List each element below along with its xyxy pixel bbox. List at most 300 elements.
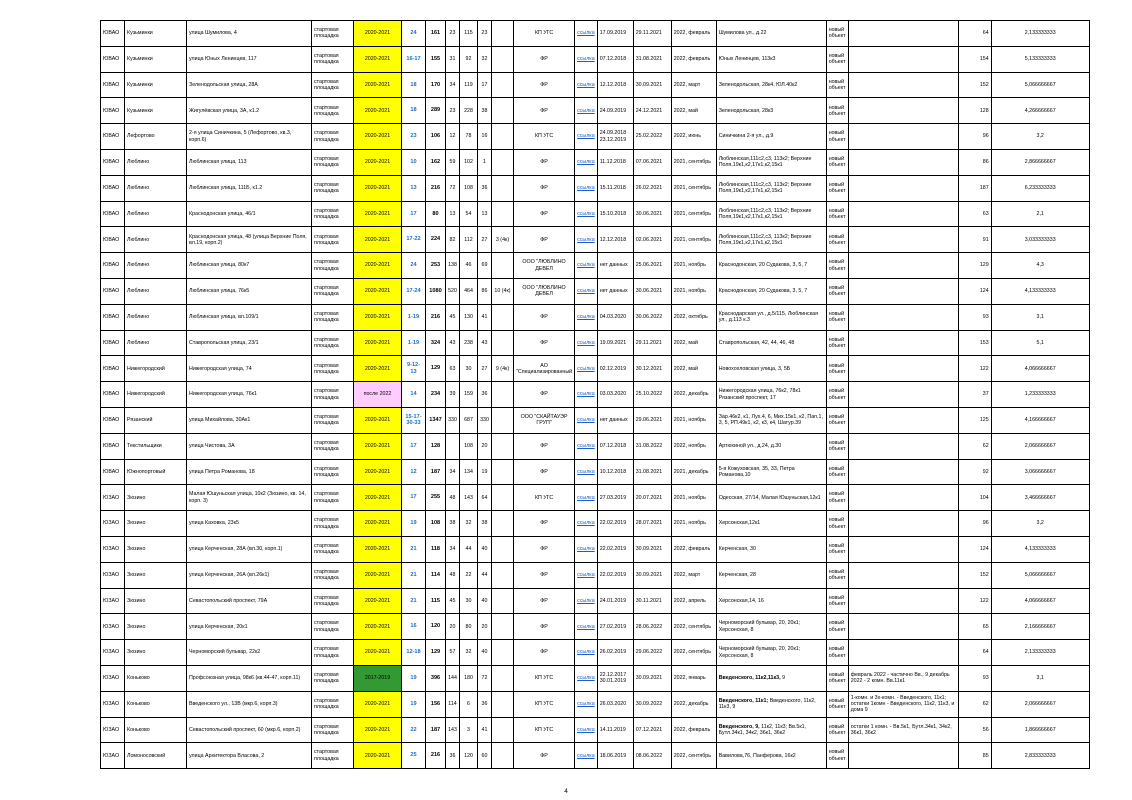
stage-floors-cell: 24 — [402, 21, 426, 47]
count-4room-cell: 10 (4к) — [492, 278, 514, 304]
donor-text: Краснодонская, 20 Судакова, 3, 5, 7 — [718, 262, 808, 269]
region-cell: ЮЗАО — [101, 717, 125, 743]
note-cell: 1-комн. и 3х-комн. - Введенского, 11к1; остатки 1комн - Введенского, 11к2, 11к3, и дома 9 — [848, 691, 958, 717]
address-cell: улица Каховка, 23к5 — [187, 511, 312, 537]
count-3room-cell: 27 — [478, 356, 492, 382]
donor-text: Нижегородская улица, 76к2, 78к1 Рязанский проспект, 17 — [718, 388, 801, 401]
count-4room-cell — [492, 98, 514, 124]
site-type-cell: стартовая площадка — [312, 459, 354, 485]
ratio-cell: 5,1 — [991, 330, 1089, 356]
site-type-cell: стартовая площадка — [312, 433, 354, 459]
count-2room-cell: 32 — [460, 640, 478, 666]
count-4room-cell — [492, 485, 514, 511]
count-1room-cell: 12 — [446, 124, 460, 150]
count-2room-cell: 115 — [460, 21, 478, 47]
ratio-cell: 2,866666667 — [991, 149, 1089, 175]
district-cell: Коньково — [125, 665, 187, 691]
count-cell: 129 — [958, 253, 991, 279]
donor-houses-cell — [716, 536, 826, 562]
status-cell: новый объект — [826, 149, 848, 175]
developer-cell: ФР — [514, 46, 575, 72]
region-cell: ЮЗАО — [101, 562, 125, 588]
term-cell: 2020-2021 — [354, 278, 402, 304]
flats-total-cell: 118 — [426, 536, 446, 562]
stage-floors-cell: 19 — [402, 691, 426, 717]
developer-cell: ФР — [514, 640, 575, 666]
move-in-cell: 2022, декабрь — [671, 382, 716, 408]
district-cell: Коньково — [125, 691, 187, 717]
count-3room-cell: 36 — [478, 175, 492, 201]
term-cell: 2020-2021 — [354, 124, 402, 150]
count-2room-cell: 92 — [460, 46, 478, 72]
address-cell: улица Чистова, 3А — [187, 433, 312, 459]
district-cell: Зюзино — [125, 536, 187, 562]
term-cell: 2020-2021 — [354, 72, 402, 98]
link-cell[interactable]: ссылка — [575, 717, 598, 743]
end-date-cell: 29.06.2022 — [633, 640, 671, 666]
site-type-cell: стартовая площадка — [312, 227, 354, 253]
site-type-cell: стартовая площадка — [312, 330, 354, 356]
move-in-cell: 2021, ноябрь — [671, 253, 716, 279]
term-cell: 2020-2021 — [354, 536, 402, 562]
link-cell[interactable]: ссылка — [575, 459, 598, 485]
count-3room-cell: 72 — [478, 665, 492, 691]
count-cell: 64 — [958, 640, 991, 666]
region-cell: ЮЗАО — [101, 485, 125, 511]
count-1room-cell: 143 — [446, 717, 460, 743]
link-cell[interactable]: ссылка — [575, 253, 598, 279]
count-1room-cell: 31 — [446, 46, 460, 72]
count-3room-cell: 38 — [478, 511, 492, 537]
note-cell — [848, 536, 958, 562]
table-row — [101, 356, 1090, 382]
end-date-cell: 31.08.2021 — [633, 459, 671, 485]
move-in-cell: 2022, июнь — [671, 124, 716, 150]
developer-cell: ФР — [514, 743, 575, 769]
ratio-cell: 3,2 — [991, 124, 1089, 150]
status-cell: новый объект — [826, 253, 848, 279]
link-cell[interactable]: ссылка — [575, 149, 598, 175]
note-cell — [848, 46, 958, 72]
district-cell: Кузьминки — [125, 72, 187, 98]
flats-total-cell: 216 — [426, 304, 446, 330]
term-cell: 2020-2021 — [354, 21, 402, 47]
address-cell: улица Архитектора Власова, 2 — [187, 743, 312, 769]
address-cell: Севастопольский проспект, 60 (мкр.6, корп.2) — [187, 717, 312, 743]
term-cell: 2020-2021 — [354, 201, 402, 227]
flats-total-cell: 156 — [426, 691, 446, 717]
stage-floors-cell: 24 — [402, 253, 426, 279]
link-cell[interactable]: ссылка — [575, 21, 598, 47]
link-cell[interactable]: ссылка — [575, 407, 598, 433]
count-2room-cell: 228 — [460, 98, 478, 124]
donor-highlight: Введенского, 11к2,11к3, — [718, 675, 781, 682]
district-cell: Кузьминки — [125, 46, 187, 72]
move-in-cell: 2022, май — [671, 98, 716, 124]
end-date-cell: 25.06.2021 — [633, 253, 671, 279]
donor-text: Юных Ленинцев, 113к3 — [718, 56, 776, 63]
note-cell — [848, 614, 958, 640]
donor-text: Зеленодольская, 28к4, ЮЛ.40к2 — [718, 81, 798, 88]
region-cell: ЮЗАО — [101, 665, 125, 691]
end-date-cell: 29.11.2021 — [633, 21, 671, 47]
link-cell[interactable]: ссылка — [575, 433, 598, 459]
move-in-cell: 2022, май — [671, 330, 716, 356]
flats-total-cell: 1080 — [426, 278, 446, 304]
count-1room-cell: 39 — [446, 382, 460, 408]
move-in-cell: 2021, сентябрь — [671, 149, 716, 175]
status-cell: новый объект — [826, 227, 848, 253]
donor-houses-cell — [716, 717, 826, 743]
count-2room-cell: 238 — [460, 330, 478, 356]
donor-houses-cell — [716, 407, 826, 433]
flats-total-cell: 396 — [426, 665, 446, 691]
table-row — [101, 459, 1090, 485]
move-in-cell: 2022, май — [671, 356, 716, 382]
count-4room-cell — [492, 588, 514, 614]
note-cell — [848, 253, 958, 279]
link-cell[interactable]: ссылка — [575, 72, 598, 98]
count-2room-cell: 30 — [460, 588, 478, 614]
stage-floors-cell: 17-22 — [402, 227, 426, 253]
count-2room-cell: 6 — [460, 691, 478, 717]
stage-floors-cell: 23 — [402, 124, 426, 150]
end-date-cell: 30.11.2021 — [633, 588, 671, 614]
status-cell: новый объект — [826, 330, 848, 356]
status-cell: новый объект — [826, 485, 848, 511]
flats-total-cell: 253 — [426, 253, 446, 279]
status-cell: новый объект — [826, 382, 848, 408]
end-date-cell: 25.10.2022 — [633, 382, 671, 408]
address-cell: Люблинская улица, 113 — [187, 149, 312, 175]
developer-cell: ФР — [514, 175, 575, 201]
move-in-cell: 2022, февраль — [671, 21, 716, 47]
link-cell[interactable]: ссылка — [575, 640, 598, 666]
developer-cell: АО "Специализированный — [514, 356, 575, 382]
term-cell: 2020-2021 — [354, 588, 402, 614]
status-cell: новый объект — [826, 588, 848, 614]
flats-total-cell: 187 — [426, 717, 446, 743]
ratio-cell: 1,233333333 — [991, 382, 1089, 408]
count-cell: 56 — [958, 717, 991, 743]
start-date-cell: 12.12.2018 — [597, 72, 633, 98]
link-cell[interactable]: ссылка — [575, 330, 598, 356]
status-cell: новый объект — [826, 124, 848, 150]
term-cell: 2020-2021 — [354, 227, 402, 253]
term-cell: 2020-2021 — [354, 459, 402, 485]
flats-total-cell: 108 — [426, 511, 446, 537]
count-4room-cell — [492, 407, 514, 433]
donor-houses-cell — [716, 175, 826, 201]
flats-total-cell: 216 — [426, 743, 446, 769]
address-cell: улица Шумилова, 4 — [187, 21, 312, 47]
status-cell: новый объект — [826, 691, 848, 717]
ratio-cell: 4,166666667 — [991, 407, 1089, 433]
developer-cell: ФР — [514, 330, 575, 356]
status-cell: новый объект — [826, 407, 848, 433]
start-date-cell: 17.09.2019 — [597, 21, 633, 47]
status-cell: новый объект — [826, 175, 848, 201]
link-cell[interactable]: ссылка — [575, 124, 598, 150]
ratio-cell: 4,066666667 — [991, 356, 1089, 382]
end-date-cell: 07.06.2021 — [633, 149, 671, 175]
district-cell: Кузьминки — [125, 98, 187, 124]
donor-text: Керченская, 30 — [718, 546, 756, 553]
move-in-cell: 2022, октябрь — [671, 304, 716, 330]
start-date-cell: 14.11.2019 — [597, 717, 633, 743]
count-3room-cell: 41 — [478, 304, 492, 330]
developer-cell: ФР — [514, 562, 575, 588]
donor-text: Одесская, 27/14, Малая Юшуньская,12к1 — [718, 494, 821, 501]
developer-cell: ФР — [514, 382, 575, 408]
note-cell — [848, 278, 958, 304]
link-cell[interactable]: ссылка — [575, 201, 598, 227]
count-2room-cell: 46 — [460, 253, 478, 279]
donor-highlight: Введенского, 9, — [718, 723, 760, 730]
count-2room-cell: 687 — [460, 407, 478, 433]
count-3room-cell: 40 — [478, 536, 492, 562]
flats-total-cell: 115 — [426, 588, 446, 614]
count-2room-cell: 464 — [460, 278, 478, 304]
table-row — [101, 665, 1090, 691]
donor-text: Люблинская,111с2,с3, 113к2; Верхние Поля,19к1,к2,17к1,к2,15к1 — [718, 233, 812, 246]
site-type-cell: стартовая площадка — [312, 743, 354, 769]
link-cell[interactable]: ссылка — [575, 98, 598, 124]
link-cell[interactable]: ссылка — [575, 691, 598, 717]
count-2room-cell: 80 — [460, 614, 478, 640]
status-cell: новый объект — [826, 72, 848, 98]
address-cell: улица Керченская, 20к1 — [187, 614, 312, 640]
status-cell: новый объект — [826, 511, 848, 537]
start-date-cell: 27.03.2019 — [597, 485, 633, 511]
district-cell: Зюзино — [125, 485, 187, 511]
count-1room-cell: 34 — [446, 459, 460, 485]
donor-houses-cell — [716, 485, 826, 511]
move-in-cell: 2022, апрель — [671, 588, 716, 614]
count-4room-cell — [492, 536, 514, 562]
count-3room-cell: 36 — [478, 691, 492, 717]
count-1room-cell: 82 — [446, 227, 460, 253]
term-cell: 2020-2021 — [354, 511, 402, 537]
donor-houses-cell — [716, 201, 826, 227]
donor-houses-cell — [716, 330, 826, 356]
district-cell: Люблино — [125, 227, 187, 253]
count-3room-cell: 69 — [478, 253, 492, 279]
stage-floors-cell: 21 — [402, 536, 426, 562]
link-cell[interactable]: ссылка — [575, 227, 598, 253]
start-date-cell: 07.12.2018 — [597, 433, 633, 459]
table-row — [101, 330, 1090, 356]
count-2room-cell: 22 — [460, 562, 478, 588]
link-cell[interactable]: ссылка — [575, 46, 598, 72]
count-2room-cell: 108 — [460, 175, 478, 201]
district-cell: Зюзино — [125, 614, 187, 640]
count-cell: 91 — [958, 227, 991, 253]
link-cell[interactable]: ссылка — [575, 278, 598, 304]
note-cell — [848, 433, 958, 459]
link-cell[interactable]: ссылка — [575, 175, 598, 201]
flats-total-cell: 216 — [426, 175, 446, 201]
note-cell — [848, 175, 958, 201]
table-row — [101, 21, 1090, 47]
donor-houses-cell — [716, 98, 826, 124]
count-cell: 85 — [958, 743, 991, 769]
count-cell: 63 — [958, 201, 991, 227]
link-cell[interactable]: ссылка — [575, 588, 598, 614]
start-date-cell: 22.02.2019 — [597, 562, 633, 588]
flats-total-cell: 106 — [426, 124, 446, 150]
table-body — [101, 21, 1090, 769]
link-cell[interactable]: ссылка — [575, 304, 598, 330]
district-cell: Зюзино — [125, 511, 187, 537]
district-cell: Ломоносовский — [125, 743, 187, 769]
donor-text: Синичкина 2-я ул., д.9 — [718, 133, 774, 140]
flats-total-cell: 234 — [426, 382, 446, 408]
donor-houses-cell — [716, 743, 826, 769]
count-3room-cell: 43 — [478, 330, 492, 356]
count-cell: 37 — [958, 382, 991, 408]
end-date-cell: 31.08.2021 — [633, 46, 671, 72]
stage-floors-cell: 14 — [402, 382, 426, 408]
count-cell: 124 — [958, 278, 991, 304]
address-cell: Люблинская улица, вл.109/1 — [187, 304, 312, 330]
region-cell: ЮВАО — [101, 149, 125, 175]
count-4room-cell — [492, 640, 514, 666]
flats-total-cell: 224 — [426, 227, 446, 253]
district-cell: Люблино — [125, 304, 187, 330]
start-date-cell: 12.12.2018 — [597, 227, 633, 253]
link-cell[interactable]: ссылка — [575, 614, 598, 640]
table-row — [101, 614, 1090, 640]
address-cell: Нижегородская улица, 74 — [187, 356, 312, 382]
address-cell: Краснодонская улица, 46/1 — [187, 201, 312, 227]
count-1room-cell: 13 — [446, 201, 460, 227]
stage-floors-cell: 18 — [402, 72, 426, 98]
count-1room-cell: 34 — [446, 536, 460, 562]
developer-cell: ФР — [514, 433, 575, 459]
count-4room-cell — [492, 201, 514, 227]
developer-cell: КП УГС — [514, 665, 575, 691]
site-type-cell: стартовая площадка — [312, 640, 354, 666]
count-2room-cell: 112 — [460, 227, 478, 253]
region-cell: ЮВАО — [101, 21, 125, 47]
region-cell: ЮВАО — [101, 124, 125, 150]
link-cell[interactable]: ссылка — [575, 665, 598, 691]
end-date-cell: 07.12.2021 — [633, 717, 671, 743]
end-date-cell: 08.06.2022 — [633, 743, 671, 769]
link-cell[interactable]: ссылка — [575, 485, 598, 511]
donor-text: 9 — [782, 675, 786, 682]
address-cell: Жигулёвская улица, 3А, к1.2 — [187, 98, 312, 124]
table-row — [101, 253, 1090, 279]
donor-houses-cell — [716, 665, 826, 691]
count-2room-cell: 159 — [460, 382, 478, 408]
table-row — [101, 98, 1090, 124]
link-cell[interactable]: ссылка — [575, 536, 598, 562]
developer-cell: КП УГС — [514, 717, 575, 743]
count-3room-cell: 60 — [478, 743, 492, 769]
district-cell: Зюзино — [125, 588, 187, 614]
donor-text: Херсонская,14, 16 — [718, 597, 764, 604]
start-date-cell: нет данных — [597, 278, 633, 304]
count-1room-cell: 330 — [446, 407, 460, 433]
flats-total-cell: 289 — [426, 98, 446, 124]
start-date-cell: 24.09.2018 23.12.2019 — [597, 124, 633, 150]
table-row — [101, 588, 1090, 614]
link-cell[interactable]: ссылка — [575, 562, 598, 588]
count-1room-cell: 43 — [446, 330, 460, 356]
start-date-cell: нет данных — [597, 253, 633, 279]
donor-text: Херсонская,12к1 — [718, 520, 761, 527]
donor-text: Краснодарская ул., д.5/115, Люблинская ул., д.113 к.3 — [718, 310, 818, 324]
flats-total-cell: 324 — [426, 330, 446, 356]
stage-floors-cell: 16-17 — [402, 46, 426, 72]
donor-text: 5-я Кожуховская, 35, 33, Петра Романова,10 — [718, 465, 795, 478]
note-cell — [848, 149, 958, 175]
count-4room-cell — [492, 665, 514, 691]
donor-text: Новохохловская улица, 3, 5Б — [718, 365, 791, 372]
count-1room-cell: 114 — [446, 691, 460, 717]
flats-total-cell: 255 — [426, 485, 446, 511]
start-date-cell: 10.12.2018 — [597, 459, 633, 485]
region-cell: ЮВАО — [101, 46, 125, 72]
count-4room-cell: 9 (4к) — [492, 356, 514, 382]
region-cell: ЮЗАО — [101, 691, 125, 717]
count-3room-cell: 20 — [478, 433, 492, 459]
count-4room-cell — [492, 614, 514, 640]
count-cell: 154 — [958, 46, 991, 72]
note-cell — [848, 227, 958, 253]
site-type-cell: стартовая площадка — [312, 356, 354, 382]
note-cell — [848, 304, 958, 330]
address-cell: Люблинская улица, 111Б, к1.2 — [187, 175, 312, 201]
end-date-cell: 24.12.2021 — [633, 98, 671, 124]
link-cell[interactable]: ссылка — [575, 743, 598, 769]
note-cell — [848, 562, 958, 588]
note-cell — [848, 382, 958, 408]
end-date-cell: 28.07.2021 — [633, 511, 671, 537]
address-cell: Профсоюзная улица, 98к6 (кв.44-47, корп.11) — [187, 665, 312, 691]
status-cell: новый объект — [826, 717, 848, 743]
ratio-cell: 3,466666667 — [991, 485, 1089, 511]
stage-floors-cell: 21 — [402, 588, 426, 614]
start-date-cell: 15.11.2018 — [597, 175, 633, 201]
table-row — [101, 562, 1090, 588]
address-cell: улица Керченская, 28А (вл.30, корп.1) — [187, 536, 312, 562]
count-2room-cell: 44 — [460, 536, 478, 562]
term-cell: 2020-2021 — [354, 356, 402, 382]
ratio-cell: 5,066666667 — [991, 72, 1089, 98]
site-type-cell: стартовая площадка — [312, 175, 354, 201]
donor-text: Черноморский бульвар, 20, 20к1; Херсонская, 8 — [718, 646, 801, 659]
site-type-cell: стартовая площадка — [312, 614, 354, 640]
link-cell[interactable]: ссылка — [575, 382, 598, 408]
table-row — [101, 640, 1090, 666]
flats-total-cell: 128 — [426, 433, 446, 459]
developer-cell: ООО "ЛЮБЛИНО ДЕВЕЛ — [514, 253, 575, 279]
ratio-cell: 2,833333333 — [991, 743, 1089, 769]
count-4room-cell — [492, 382, 514, 408]
flats-total-cell: 129 — [426, 356, 446, 382]
count-2room-cell: 3 — [460, 717, 478, 743]
end-date-cell: 30.06.2022 — [633, 304, 671, 330]
link-cell[interactable]: ссылка — [575, 511, 598, 537]
count-2room-cell: 120 — [460, 743, 478, 769]
site-type-cell: стартовая площадка — [312, 717, 354, 743]
status-cell: новый объект — [826, 743, 848, 769]
link-cell[interactable]: ссылка — [575, 356, 598, 382]
address-cell: Севастопольский проспект, 79А — [187, 588, 312, 614]
